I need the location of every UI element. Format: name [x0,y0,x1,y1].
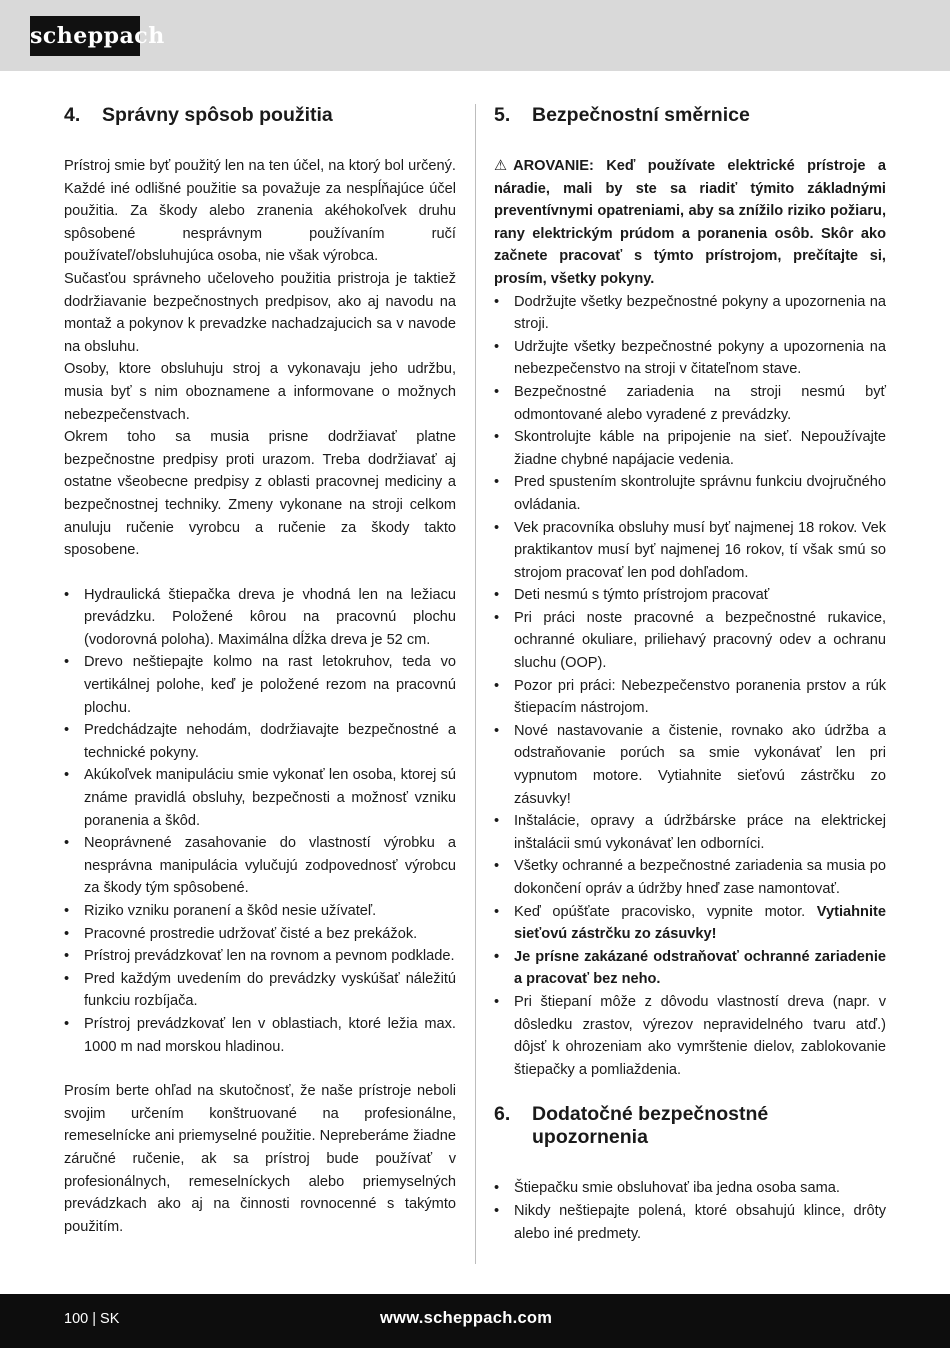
list-item: • Štiepačku smie obsluhovať iba jedna osoba sama. [494,1177,886,1200]
warning-paragraph [494,155,886,291]
list-item-bold-text: Vytiahnite sieťovú zástrčku zo zásuvky! [514,903,886,943]
list-item: • Drevo neštiepajte kolmo na rast letokruhov, teda vo vertikálnej polohe, keď je položené rezom na pracovnú plochu. [64,651,456,719]
section-4-closing: Prosím berte ohľad na skutočnosť, že naše prístroje neboli svojim určením konštruované na profesionálne, remeselnícke ani priemyselné použitie. Nepreberáme žiadne záručné ručenie, ak sa prístroj bude používať v profesionálnych, remeselníckych alebo priemyselných prevádzkach ako aj na činnosti rovnocenné s takýmto použitím. [64,1083,456,1235]
list-item: • Nikdy neštiepajte polená, ktoré obsahujú klince, drôty alebo iné predmety. [494,1200,886,1245]
section-5-number: 5. [494,104,511,126]
section-4-bullet-list [64,584,456,1058]
page-header [0,0,950,71]
column-divider [475,104,476,1264]
section-5-heading [494,104,886,127]
list-item: • Hydraulická štiepačka dreva je vhodná len na ležiacu prevádzku. Položené kôrou na pracovnú plochu (vodorovná poloha). Maximálna dĺžka dreva je 52 cm. [64,584,456,652]
website-link[interactable]: www.scheppach.com [380,1309,553,1327]
section-6-bullet-list [494,1177,886,1245]
list-item: • Všetky ochranné a bezpečnostné zariadenia sa musia po dokončení opráv a údržby hneď zase namontovať. [494,855,886,900]
right-column [494,104,886,1245]
list-item: • Pri štiepaní môže z dôvodu vlastností dreva (napr. v dôsledku zrastov, výrezov nepravidelného tvaru atď.) dôjsť k ohrozeniam ako vymrštenie dielov, zablokovanie štiepačky a pomliaždenia. [494,991,886,1081]
section-5-bullet-list [494,291,886,1082]
list-item: • Pred spustením skontrolujte správnu funkciu dvojručného ovládania. [494,471,886,516]
list-item: • Dodržujte všetky bezpečnostné pokyny a upozornenia na stroji. [494,291,886,336]
list-item: • Pozor pri práci: Nebezpečenstvo poranenia prstov a rúk štiepacím nástrojom. [494,675,886,720]
list-item: • Prístroj prevádzkovať len v oblastiach, ktoré ležia max. 1000 m nad morskou hladinou. [64,1013,456,1058]
section-4-heading [64,104,456,127]
section-4-title: Správny spôsob použitia [102,104,333,126]
list-item: • Pred každým uvedením do prevádzky vyskúšať náležitú funkciu rozbíjača. [64,968,456,1013]
section-4-paragraph: Okrem toho sa musia prisne dodržiavať platne bezpečnostne predpisy proti urazom. Treba dodržiavať aj ostatne všeobecne predpisy z oblasti pracovnej mediciny a bezpečnostnej techniky. Zmeny vykonane na stroji celkom anuluju ručenie vyrobcu a ručenie za škody takto sposobene. [64,429,456,559]
list-item: • Udržujte všetky bezpečnostné pokyny a upozornenia na nebezpečenstvo na stroji v čitateľnom stave. [494,336,886,381]
list-item-text: Keď opúšťate pracovisko, vypnite motor. [514,903,817,920]
list-item: • Neoprávnené zasahovanie do vlastností výrobku a nesprávna manipulácia vylučujú zodpovednosť výrobcu za škody tým spôsobené. [64,832,456,900]
warning-text: AROVANIE: Keď používate elektrické prístroje a náradie, mali by ste sa riadiť týmito základnými preventívnymi opatreniami, aby sa znížilo riziko požiaru, rany elektrickým prúdom a poranenia osôb. Skôr ako začnete pracovať s týmto prístrojom, prečítajte si, prosím, všetky pokyny. [494,158,886,287]
list-item: • Inštalácie, opravy a údržbárske práce na elektrickej inštalácii smú vykonávať len odborníci. [494,810,886,855]
left-column [64,104,456,1238]
list-item: • Skontrolujte káble na pripojenie na sieť. Nepoužívajte žiadne chybné napájacie vedenia. [494,426,886,471]
list-item: • Je prísne zakázané odstraňovať ochranné zariadenie a pracovať bez neho. [494,946,886,991]
section-4-number: 4. [64,104,81,126]
list-item: • Bezpečnostné zariadenia na stroji nesmú byť odmontované alebo vyradené z prevádzky. [494,381,886,426]
page-footer [0,1294,950,1348]
list-item: • Vek pracovníka obsluhy musí byť najmenej 18 rokov. Vek praktikantov musí byť najmenej 16 rokov, tí však smú so strojom pracovať len pod dohľadom. [494,517,886,585]
section-6-title: Dodatočné bezpečnostné upozornenia [532,1103,769,1149]
section-6-number: 6. [494,1103,511,1126]
page-number: 100 | SK [64,1311,120,1327]
list-item: • Pracovné prostredie udržovať čisté a bez prekážok. [64,923,456,946]
list-item: • Deti nesmú s týmto prístrojom pracovať [494,584,886,607]
list-item: • Nové nastavovanie a čistenie, rovnako ako údržba a odstraňovanie porúch sa smie vykonávať len pri vypnutom motore. Vytiahnite sieťovú zástrčku zo zásuvky! [494,720,886,810]
list-item [494,901,886,946]
section-4-paragraph: Osoby, ktore obsluhuju stroj a vykonavaju jeho udržbu, musia byť s nim oboznamene a informovane o možnych nebezpečenstvach. [64,361,456,423]
section-6-heading [494,1103,886,1149]
list-item: • Predchádzajte nehodám, dodržiavajte bezpečnostné a technické pokyny. [64,719,456,764]
list-item: • Pri práci noste pracovné a bezpečnostné rukavice, ochranné okuliare, priliehavý pracovný odev a ochranu sluchu (OOP). [494,607,886,675]
list-item: • Akúkoľvek manipuláciu smie vykonať len osoba, ktorej sú známe pravidlá obsluhy, bezpečnosti a možnosť vzniku poranenia a škôd. [64,764,456,832]
warning-triangle-icon: ⚠ [494,158,508,174]
brand-logo: scheppach [30,16,140,56]
section-4-paragraph: Prístroj smie byť použitý len na ten účel, na ktorý bol určený. Každé iné odlišné použitie sa považuje za nespĺňajúce účel použitia. Za škody alebo zranenia akéhokoľvek druhu spôsobené nesprávnym používaním ručí používateľ/obsluhujúca osoba, nie však výrobca. [64,158,456,265]
section-4-paragraph: Sučasťou správneho učeloveho použitia pristroja je taktiež dodržiavanie bezpečnostnych predpisov, ako aj navodu na montaž a pokynov k prevadzke nachadzajucich sa v navode na obsluhu. [64,270,456,355]
list-item: • Riziko vzniku poranení a škôd nesie užívateľ. [64,900,456,923]
list-item: • Prístroj prevádzkovať len na rovnom a pevnom podklade. [64,945,456,968]
section-5-title: Bezpečnostní směrnice [532,104,750,126]
